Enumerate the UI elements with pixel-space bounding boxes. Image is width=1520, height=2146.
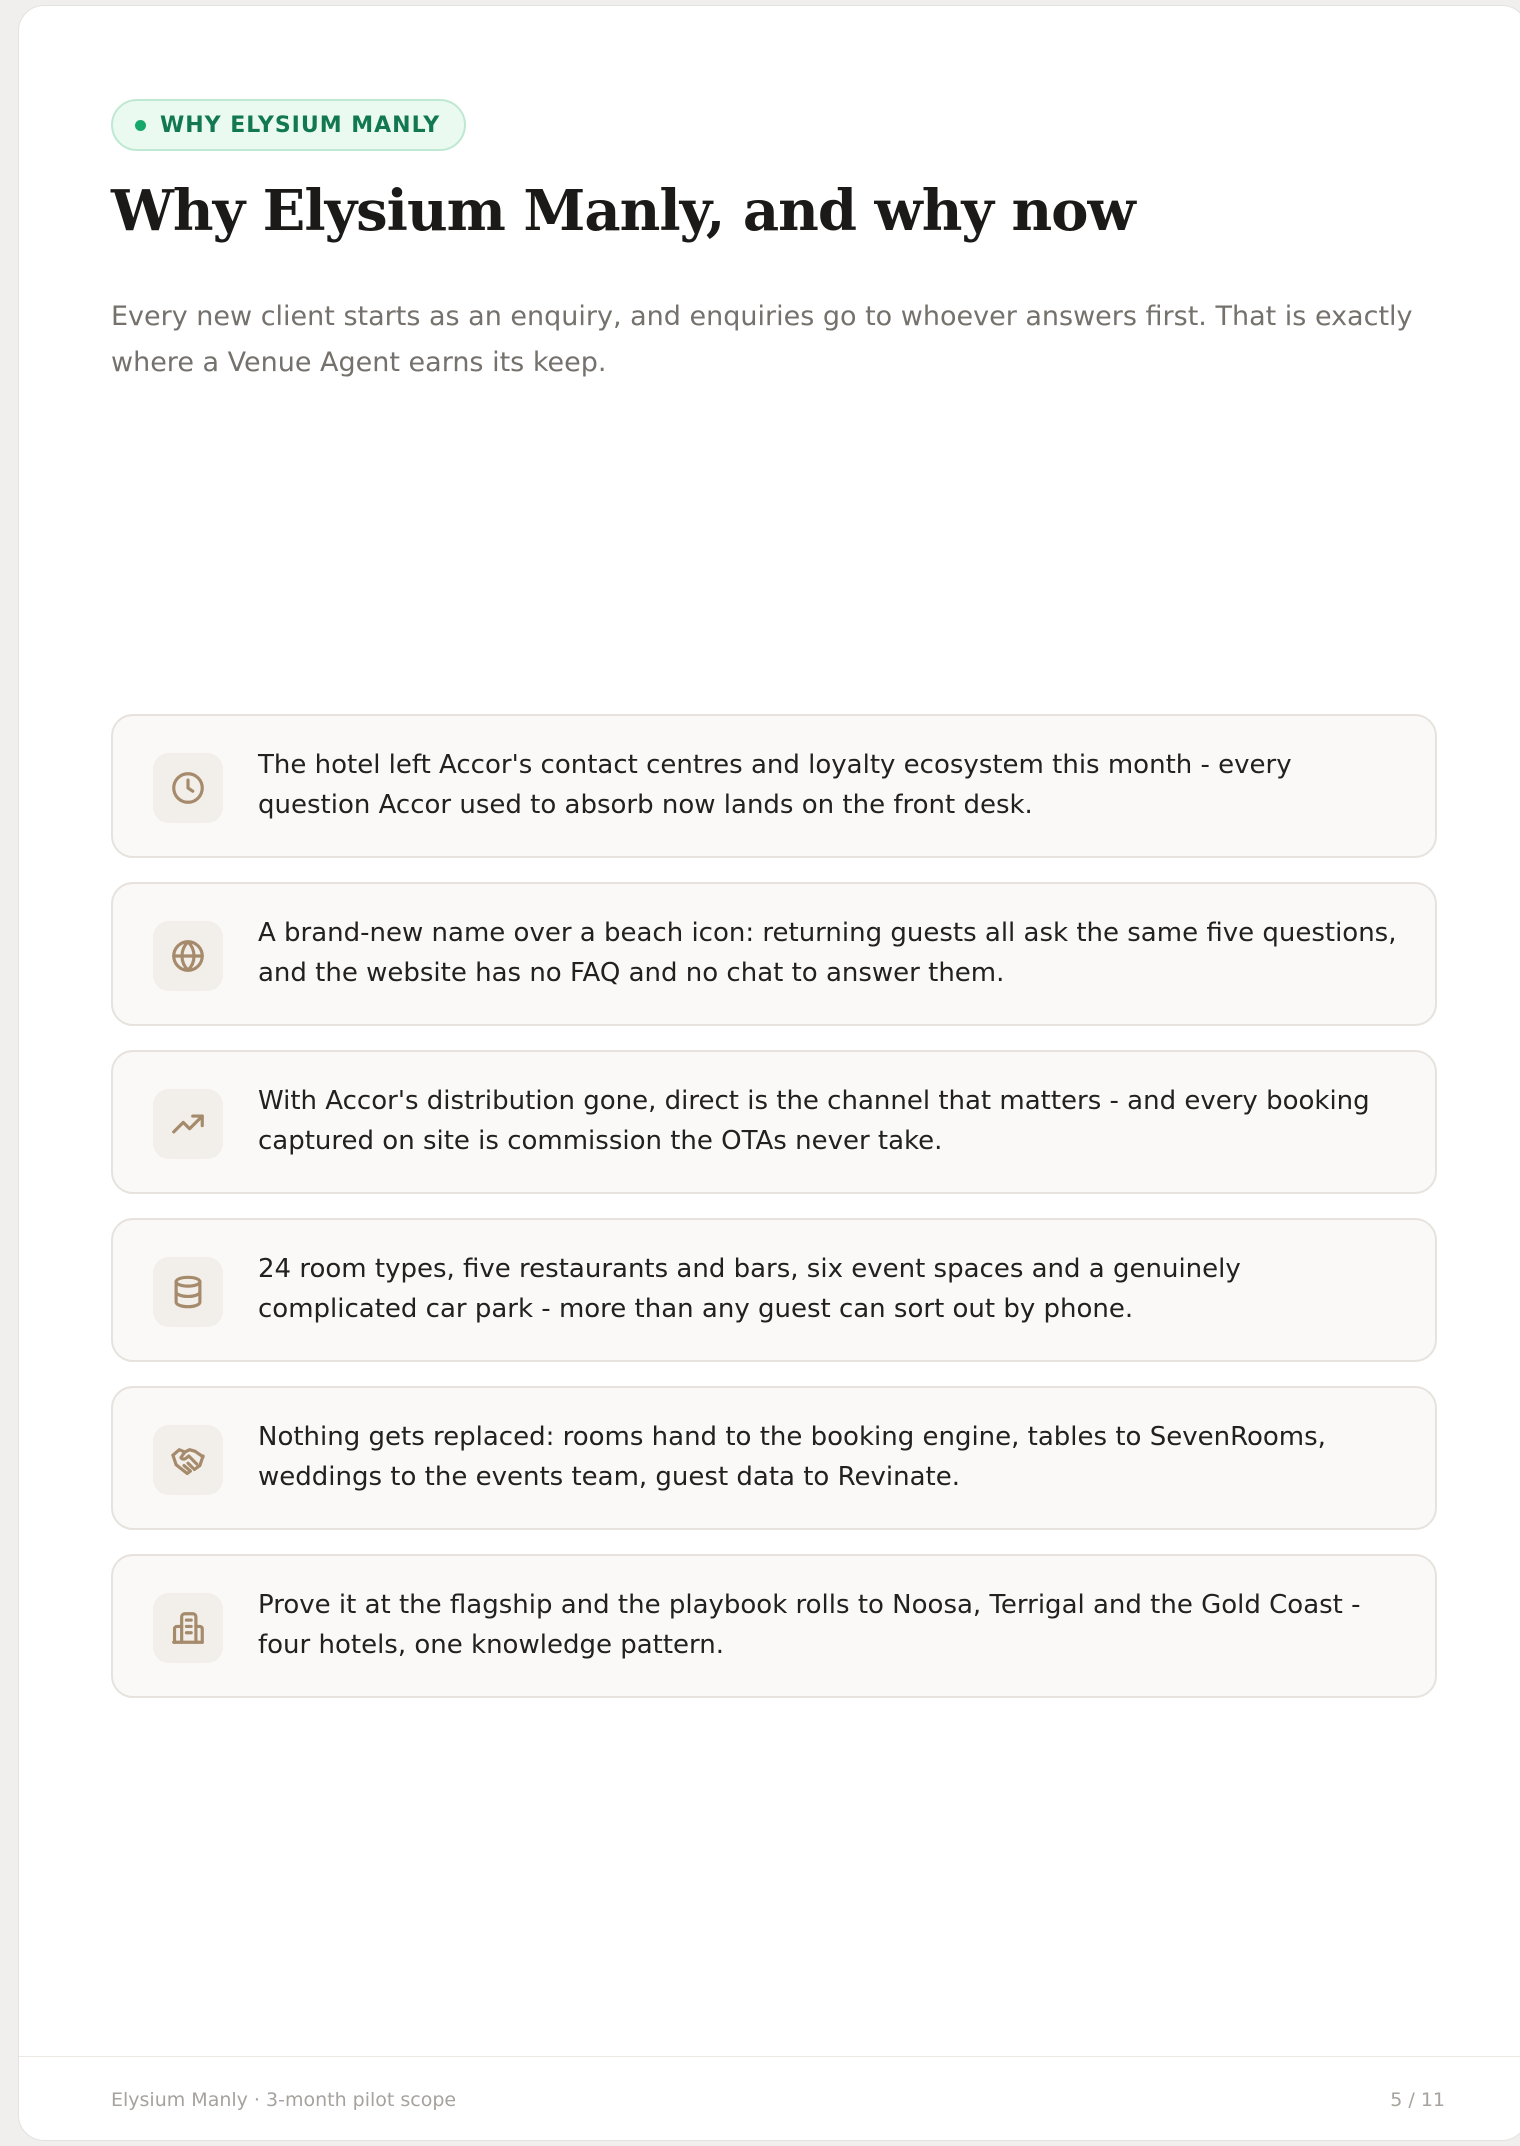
- reason-card: [111, 882, 1437, 1026]
- footer-caption: Elysium Manly · 3-month pilot scope: [111, 2089, 457, 2111]
- reason-text: A brand-new name over a beach icon: returning guests all ask the same five questions, and the website has no FAQ and no chat to answer them.: [258, 918, 1397, 988]
- badge-label: WHY ELYSIUM MANLY: [160, 112, 441, 138]
- reason-card: [111, 1386, 1437, 1530]
- trending-up-icon: [153, 1089, 223, 1159]
- page-title: Why Elysium Manly, and why now: [111, 178, 1135, 244]
- building-icon: [153, 1593, 223, 1663]
- reason-card: [111, 1050, 1437, 1194]
- badge-dot-icon: [135, 120, 146, 131]
- intro-paragraph: Every new client starts as an enquiry, and enquiries go to whoever answers first. That is exactly where a Venue Agent earns its keep.: [111, 301, 1413, 378]
- globe-icon: [153, 921, 223, 991]
- handshake-icon: [153, 1425, 223, 1495]
- reason-text: With Accor's distribution gone, direct is the channel that matters - and every booking captured on site is commission the OTAs never take.: [258, 1086, 1370, 1156]
- page-number: 5 / 11: [1390, 2089, 1445, 2111]
- reason-text: 24 room types, five restaurants and bars, six event spaces and a genuinely complicated car park - more than any guest can sort out by phone.: [258, 1254, 1241, 1324]
- slide-page: [18, 5, 1520, 2141]
- database-icon: [153, 1257, 223, 1327]
- clock-icon: [153, 753, 223, 823]
- reason-card: [111, 1218, 1437, 1362]
- reason-list: [111, 714, 1437, 1722]
- section-badge: [111, 99, 466, 151]
- reason-text: Nothing gets replaced: rooms hand to the booking engine, tables to SevenRooms, weddings to the events team, guest data to Revinate.: [258, 1422, 1326, 1492]
- page-footer: [19, 2056, 1520, 2141]
- reason-text: The hotel left Accor's contact centres and loyalty ecosystem this month - every question Accor used to absorb now lands on the front desk.: [258, 750, 1292, 820]
- reason-card: [111, 1554, 1437, 1698]
- reason-card: [111, 714, 1437, 858]
- reason-text: Prove it at the flagship and the playbook rolls to Noosa, Terrigal and the Gold Coast - four hotels, one knowledge pattern.: [258, 1590, 1361, 1660]
